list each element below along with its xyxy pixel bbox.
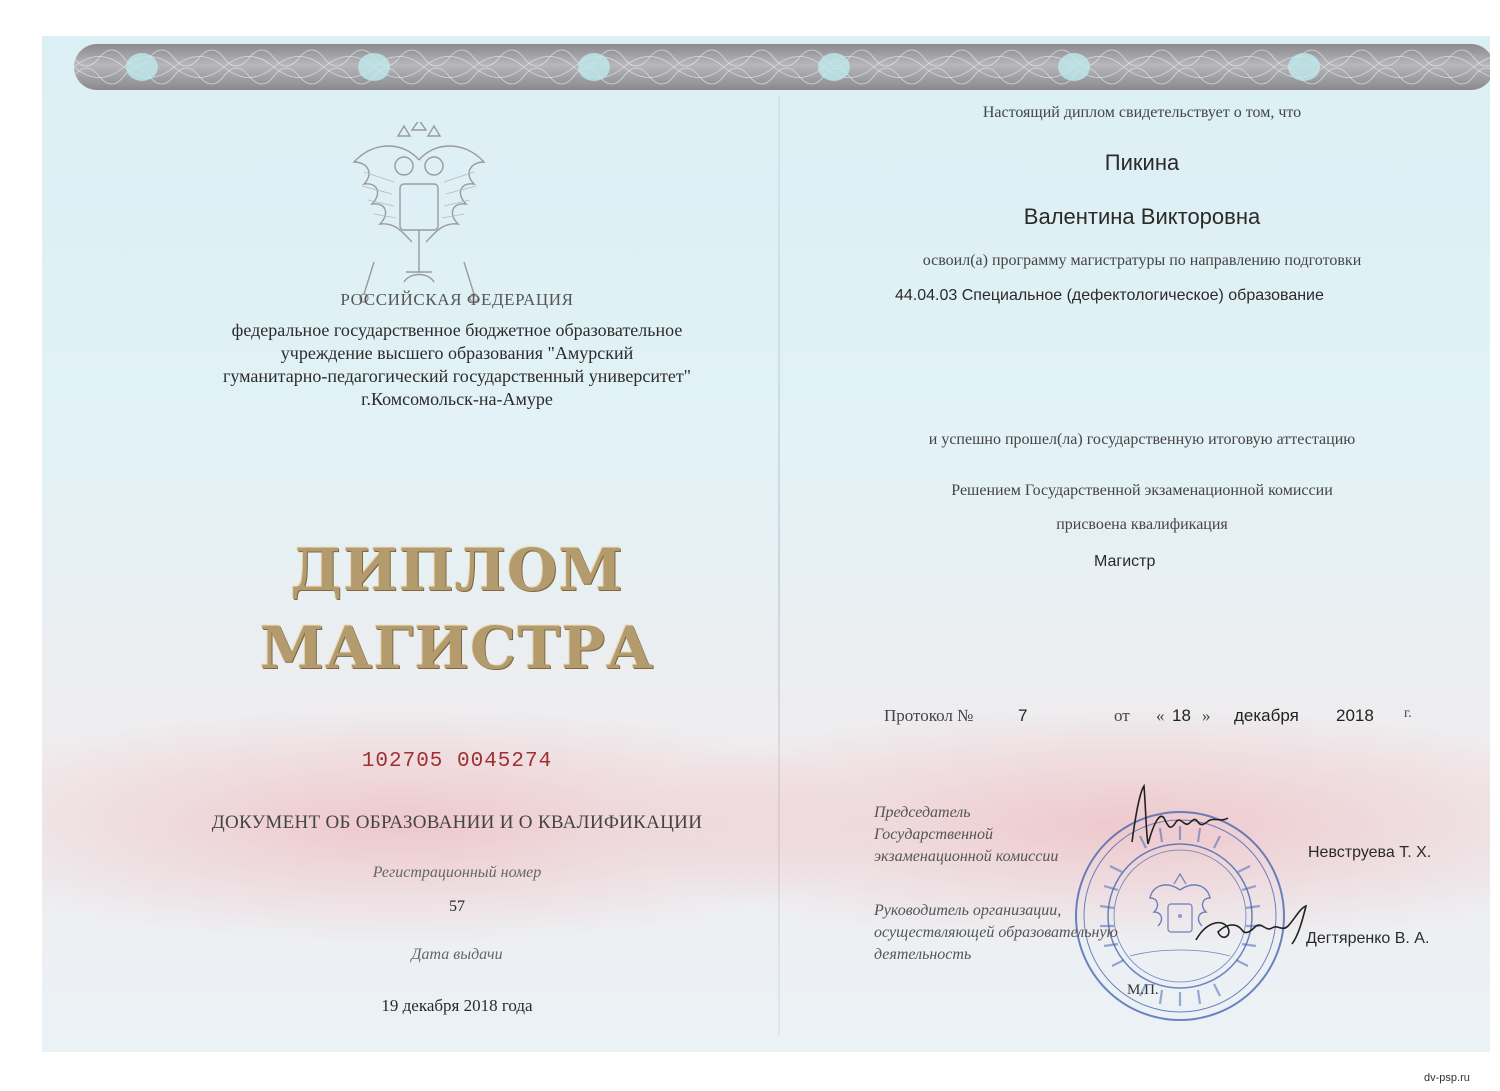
- institution-name: [142, 319, 772, 411]
- graduate-surname: Пикина: [1104, 150, 1180, 175]
- chair-label-line: Председатель: [874, 804, 971, 821]
- guilloche-pattern: [74, 44, 1490, 90]
- federation-label: РОССИЙСКАЯ ФЕДЕРАЦИЯ: [340, 290, 574, 309]
- watermark-site: dv-psp.ru: [1424, 1072, 1470, 1084]
- qualification: Магистр: [1094, 553, 1156, 570]
- chair-label: [874, 802, 1058, 868]
- protocol-label: Протокол №: [884, 706, 974, 725]
- qualification-assigned: присвоена квалификация: [1056, 516, 1228, 533]
- attestation-text: и успешно прошел(ла) государственную итоговую аттестацию: [928, 431, 1356, 448]
- institution-line: гуманитарно-педагогический государственный университет": [222, 366, 692, 386]
- diploma-title: ДИПЛОМ: [290, 536, 624, 604]
- head-label-line: деятельность: [874, 946, 972, 963]
- head-label-line: осуществляющей образовательную: [874, 924, 1118, 941]
- graduate-given-names: Валентина Викторовна: [1023, 204, 1261, 229]
- protocol-year: 2018: [1336, 706, 1374, 725]
- page-fold: [778, 96, 780, 1036]
- protocol-month: декабря: [1234, 706, 1299, 725]
- coat-of-arms-icon: [334, 122, 504, 312]
- protocol-from: от: [1114, 706, 1130, 725]
- institution-line: г.Комсомольск-на-Амуре: [361, 389, 553, 409]
- protocol-quote-close: »: [1202, 706, 1211, 725]
- mastered-text: освоил(а) программу магистратуры по направлению подготовки: [922, 252, 1362, 269]
- head-label: [874, 900, 1118, 966]
- diploma-subtitle: МАГИСТРА: [259, 614, 655, 682]
- chair-label-line: экзаменационной комиссии: [874, 848, 1059, 865]
- chair-name: Невструева Т. Х.: [1308, 844, 1432, 861]
- protocol-quote-open: «: [1156, 706, 1165, 725]
- registration-number: 57: [449, 898, 465, 915]
- issue-date-label: Дата выдачи: [411, 946, 503, 963]
- issue-date: 19 декабря 2018 года: [381, 996, 533, 1015]
- protocol-day: 18: [1172, 706, 1191, 725]
- certifies-text: Настоящий диплом свидетельствует о том, что: [982, 104, 1302, 121]
- head-signature-icon: [1192, 902, 1312, 952]
- institution-line: учреждение высшего образования "Амурский: [280, 343, 634, 363]
- head-label-line: Руководитель организации,: [874, 902, 1062, 919]
- protocol-number: 7: [1018, 706, 1028, 725]
- chair-label-line: Государственной: [874, 826, 993, 843]
- registration-label: Регистрационный номер: [372, 864, 542, 881]
- diploma-spread: [42, 36, 1490, 1052]
- document-type: ДОКУМЕНТ ОБ ОБРАЗОВАНИИ И О КВАЛИФИКАЦИИ: [211, 812, 703, 833]
- head-name: Дегтяренко В. А.: [1306, 930, 1430, 947]
- institution-line: федеральное государственное бюджетное образовательное: [231, 320, 683, 340]
- program-name: 44.04.03 Специальное (дефектологическое) образование: [895, 287, 1324, 304]
- guilloche-band: [74, 44, 1490, 90]
- commission-decision: Решением Государственной экзаменационной комиссии: [951, 482, 1333, 499]
- protocol-year-suffix: г.: [1404, 706, 1412, 721]
- chair-signature-icon: [1124, 782, 1234, 856]
- seal-place-label: М.П.: [1127, 982, 1159, 998]
- serial-number: 102705 0045274: [361, 750, 553, 773]
